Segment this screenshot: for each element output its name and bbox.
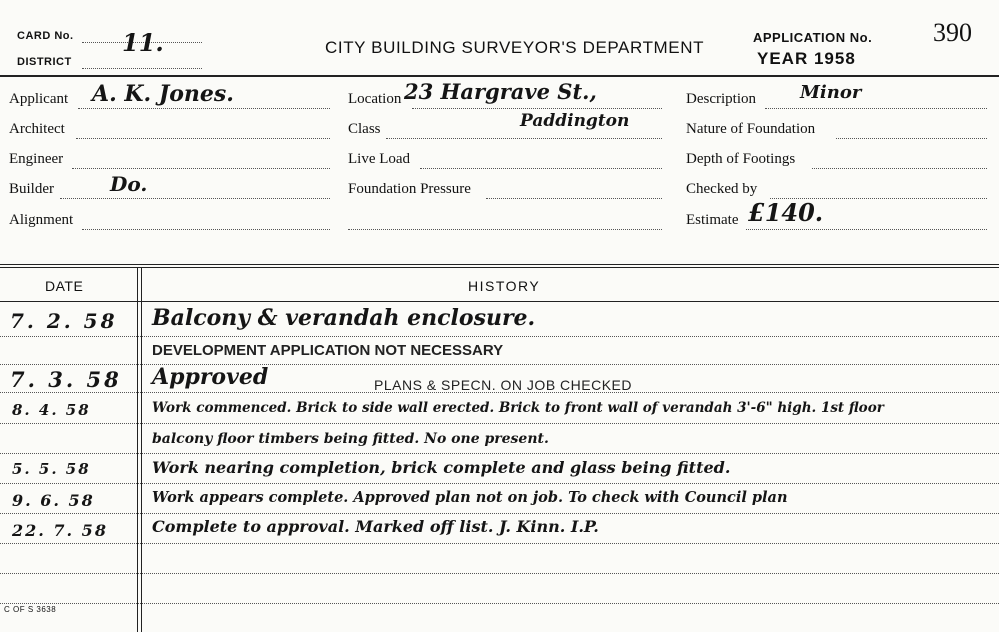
plans-checked-stamp: PLANS & SPECN. ON JOB CHECKED (374, 377, 633, 393)
ruled-line (0, 543, 999, 544)
location-line (412, 108, 662, 109)
description-label: Description (686, 91, 756, 107)
history-date: 9. 6. 58 (12, 491, 95, 510)
history-entry: Balcony & verandah enclosure. (152, 305, 536, 331)
ruled-line (0, 483, 999, 484)
district-label: DISTRICT (17, 56, 72, 68)
history-entry: Work nearing completion, brick complete and glass being fitted. (152, 458, 731, 477)
card-no-label: CARD No. (17, 30, 74, 42)
development-stamp: DEVELOPMENT APPLICATION NOT NECESSARY (152, 342, 504, 359)
ruled-line (0, 336, 999, 337)
class-label: Class (348, 121, 381, 137)
year-label: YEAR 1958 (757, 49, 856, 68)
history-entry: Work commenced. Brick to side wall erected. Brick to front wall of verandah 3'-6" high. 1st floor (152, 400, 884, 416)
header-bottom-rule (0, 301, 999, 302)
live-load-label: Live Load (348, 151, 411, 167)
alignment-label: Alignment (9, 212, 74, 228)
estimate-line (746, 229, 987, 230)
engineer-label: Engineer (9, 151, 64, 167)
architect-label: Architect (9, 121, 65, 137)
history-header: HISTORY (468, 278, 541, 294)
foundation-pressure-label: Foundation Pressure (348, 181, 471, 197)
checked-by-label: Checked by (686, 181, 758, 197)
location-label: Location (348, 91, 402, 107)
location-value-1: 23 Hargrave St., (404, 79, 597, 104)
description-value: Minor (800, 82, 862, 103)
applicant-value: A. K. Jones. (92, 81, 234, 107)
history-entry: Complete to approval. Marked off list. J. Kinn. I.P. (152, 517, 599, 536)
applicant-line (78, 108, 330, 109)
application-no-label: APPLICATION No. (753, 30, 873, 45)
history-date: 22. 7. 58 (12, 521, 108, 540)
ruled-line (0, 603, 999, 604)
history-entry: Approved (152, 364, 269, 390)
nature-of-foundation-line (836, 138, 987, 139)
history-date: 7. 2. 58 (10, 309, 118, 333)
department-title: CITY BUILDING SURVEYOR'S DEPARTMENT (325, 38, 705, 57)
header-rule (0, 75, 999, 77)
engineer-line (72, 168, 330, 169)
district-value: 11. (122, 28, 164, 57)
date-divider-2 (141, 267, 142, 632)
date-divider-1 (137, 267, 138, 632)
date-header: DATE (45, 278, 84, 294)
estimate-label: Estimate (686, 212, 739, 228)
nature-of-foundation-label: Nature of Foundation (686, 121, 816, 137)
ruled-line (0, 513, 999, 514)
history-date: 5. 5. 58 (12, 460, 91, 478)
foundation-pressure-line (486, 198, 662, 199)
application-no: 390 (933, 18, 972, 47)
alignment-line (82, 229, 330, 230)
architect-line (76, 138, 330, 139)
builder-value: Do. (110, 172, 148, 196)
builder-label: Builder (9, 181, 54, 197)
district-line (82, 68, 202, 69)
builder-line (60, 198, 330, 199)
history-entry: balcony floor timbers being fitted. No one present. (152, 431, 549, 447)
history-date: 7. 3. 58 (10, 367, 122, 392)
history-date: 8. 4. 58 (12, 401, 91, 419)
history-top-rule-1 (0, 264, 999, 265)
ruled-line (0, 423, 999, 424)
form-code: C OF S 3638 (4, 605, 57, 614)
live-load-line (420, 168, 662, 169)
depth-of-footings-label: Depth of Footings (686, 151, 796, 167)
class-line (386, 138, 662, 139)
location-value-2: Paddington (520, 111, 630, 131)
ruled-line (0, 364, 999, 365)
ruled-line (0, 453, 999, 454)
estimate-value: £140. (748, 198, 824, 227)
depth-of-footings-line (812, 168, 987, 169)
applicant-label: Applicant (9, 91, 69, 107)
history-entry: Work appears complete. Approved plan not on job. To check with Council plan (152, 489, 788, 506)
description-line (765, 108, 987, 109)
history-top-rule-2 (0, 267, 999, 268)
blank-line (348, 229, 662, 230)
ruled-line (0, 573, 999, 574)
